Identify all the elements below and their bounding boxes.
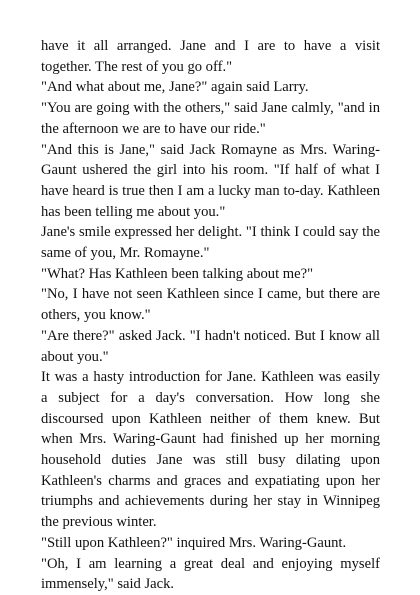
paragraph: "Are there?" asked Jack. "I hadn't noticed. But I know all about you." <box>41 327 380 365</box>
paragraph: "And what about me, Jane?" again said Larry. <box>41 79 309 96</box>
paragraph: It was a hasty introduction for Jane. Kathleen was easily a subject for a day's conversation. How long she discoursed upon Kathleen neither of them knew. But when Mrs. Waring-Gaunt had finished up her morning household duties Jane was still busy dilating upon Kathleen's charms and graces and expatiating upon her triumphs and achievements during her stay in Winnipeg the previous winter. <box>41 369 380 531</box>
paragraph: "What? Has Kathleen been talking about me?" <box>41 265 314 282</box>
paragraph: have it all arranged. Jane and I are to have a visit together. The rest of you go off." <box>41 38 380 75</box>
document-page <box>41 36 380 595</box>
paragraph: "You are going with the others," said Jane calmly, "and in the afternoon we are to have our ride." <box>41 100 380 137</box>
paragraph: "Oh, I am learning a great deal and enjoying myself immensely," said Jack. <box>41 555 380 593</box>
paragraph: "No, I have not seen Kathleen since I came, but there are others, you know." <box>41 286 380 324</box>
paragraph: Jane's smile expressed her delight. "I think I could say the same of you, Mr. Romayne." <box>41 224 380 262</box>
paragraph: "Still upon Kathleen?" inquired Mrs. Waring-Gaunt. <box>41 534 347 551</box>
paragraph: "And this is Jane," said Jack Romayne as Mrs. Waring-Gaunt ushered the girl into his room. "If half of what I have heard is true then I am a lucky man to-day. Kathleen has been telling me about you." <box>41 141 380 220</box>
